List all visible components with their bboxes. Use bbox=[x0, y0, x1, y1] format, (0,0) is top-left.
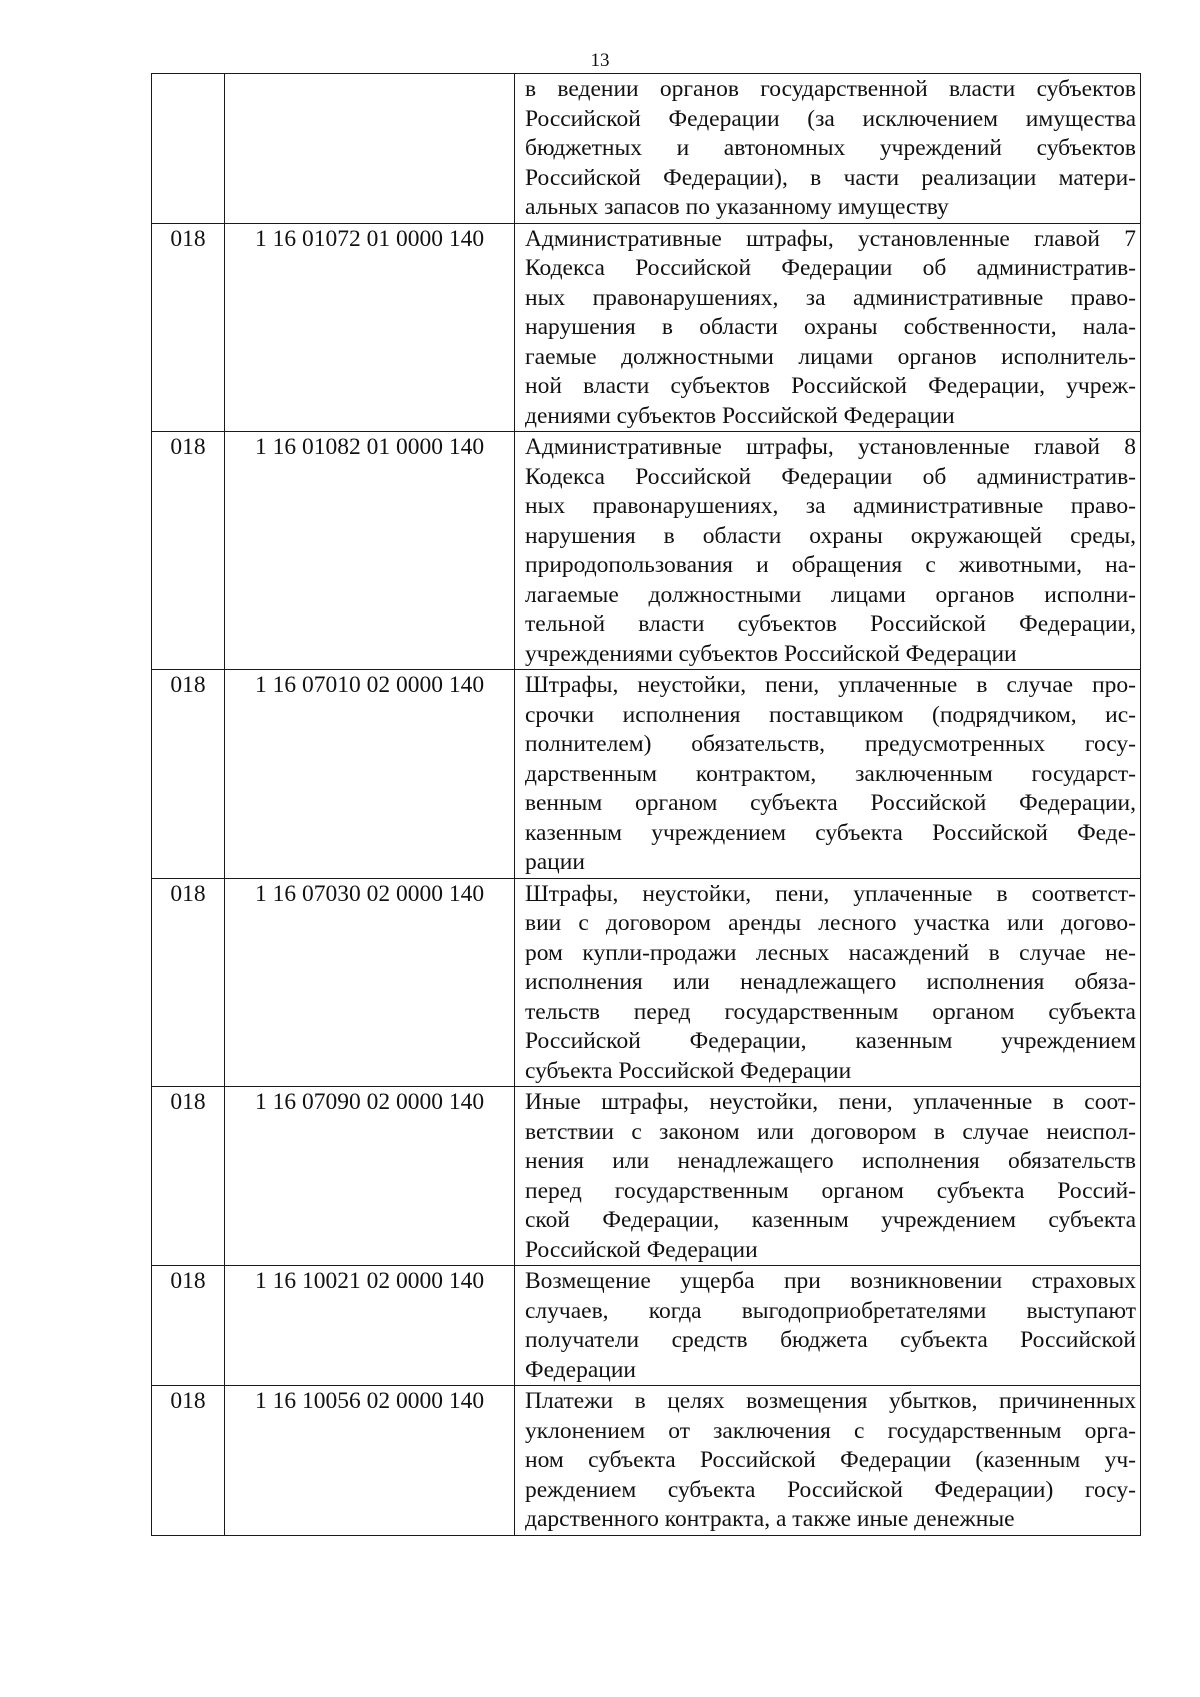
table-row bbox=[152, 223, 1141, 432]
revenue-name-line: уклонением от заключения с государственным орга- bbox=[525, 1417, 1136, 1444]
revenue-name-line: дарственного контракта, а также иные денежные bbox=[525, 1506, 1015, 1532]
administrator-code-cell: 018 bbox=[152, 670, 225, 879]
administrator-code-cell: 018 bbox=[152, 223, 225, 432]
revenue-name-line: ветствии с законом или договором в случае неиспол- bbox=[525, 1118, 1136, 1145]
table-row bbox=[152, 670, 1141, 879]
revenue-name-line: Российской Федерации bbox=[525, 1236, 758, 1263]
revenue-name-line: рации bbox=[525, 849, 585, 875]
classification-code-cell: 1 16 10021 02 0000 140 bbox=[225, 1266, 515, 1386]
classification-code-cell: 1 16 07030 02 0000 140 bbox=[225, 878, 515, 1087]
revenue-name-line: Российской Федерации, казенным учреждением bbox=[525, 1028, 1136, 1054]
revenue-name-line: дарственным контрактом, заключенным государст- bbox=[525, 760, 1136, 787]
classification-code-cell: 1 16 07010 02 0000 140 bbox=[225, 670, 515, 879]
revenue-name-line: Административные штрафы, установленные главой 8 bbox=[525, 434, 1136, 460]
revenue-name-line: ном субъекта Российской Федерации (казенным уч- bbox=[525, 1447, 1136, 1473]
classification-code-cell bbox=[225, 74, 515, 224]
revenue-name-line: нарушения в области охраны окружающей среды, bbox=[525, 522, 1136, 549]
classification-code-cell: 1 16 01072 01 0000 140 bbox=[225, 223, 515, 432]
revenue-name-line: венным органом субъекта Российской Федерации, bbox=[525, 790, 1136, 816]
revenue-name-line: тельной власти субъектов Российской Федерации, bbox=[525, 611, 1136, 637]
revenue-name-cell bbox=[515, 1266, 1141, 1386]
revenue-name-line: учреждениями субъектов Российской Федерации bbox=[525, 640, 1017, 667]
revenue-name-line: Штрафы, неустойки, пени, уплаченные в соответст- bbox=[525, 880, 1136, 907]
table-row bbox=[152, 1266, 1141, 1386]
revenue-name-line: ных правонарушениях, за административные право- bbox=[525, 493, 1136, 519]
revenue-name-line: Российской Федерации (за исключением имущества bbox=[525, 105, 1136, 132]
revenue-name-line: реждением субъекта Российской Федерации) госу- bbox=[525, 1476, 1136, 1503]
revenue-name-line: Кодекса Российской Федерации об административ- bbox=[525, 255, 1136, 281]
revenue-name-line: природопользования и обращения с животными, на- bbox=[525, 552, 1136, 578]
revenue-name-line: в ведении органов государственной власти субъектов bbox=[525, 76, 1136, 102]
revenue-name-line: срочки исполнения поставщиком (подрядчиком, ис- bbox=[525, 701, 1136, 728]
classification-code-cell: 1 16 07090 02 0000 140 bbox=[225, 1087, 515, 1266]
revenue-name-line: исполнения или ненадлежащего исполнения обяза- bbox=[525, 969, 1136, 995]
revenue-name-line: альных запасов по указанному имуществу bbox=[525, 194, 949, 220]
revenue-name-line: ской Федерации, казенным учреждением субъекта bbox=[525, 1207, 1136, 1233]
revenue-name-line: нения или ненадлежащего исполнения обязательств bbox=[525, 1148, 1136, 1174]
revenue-name-line: гаемые должностными лицами органов исполнитель- bbox=[525, 343, 1136, 370]
revenue-name-cell bbox=[515, 432, 1141, 670]
table-row bbox=[152, 74, 1141, 224]
table-row bbox=[152, 878, 1141, 1087]
table-body bbox=[152, 74, 1141, 1536]
administrator-code-cell: 018 bbox=[152, 1266, 225, 1386]
revenue-name-cell bbox=[515, 878, 1141, 1087]
revenue-name-line: дениями субъектов Российской Федерации bbox=[525, 402, 955, 429]
administrator-code-cell: 018 bbox=[152, 432, 225, 670]
revenue-name-line: Возмещение ущерба при возникновении страховых bbox=[525, 1268, 1136, 1294]
revenue-name-line: субъекта Российской Федерации bbox=[525, 1057, 852, 1084]
revenue-name-line: Административные штрафы, установленные главой 7 bbox=[525, 225, 1136, 252]
administrator-code-cell: 018 bbox=[152, 1386, 225, 1536]
revenue-name-line: Федерации bbox=[525, 1356, 636, 1383]
budget-classification-table bbox=[151, 73, 1141, 1536]
table-row bbox=[152, 1386, 1141, 1536]
revenue-name-line: полнителем) обязательств, предусмотренных госу- bbox=[525, 731, 1136, 757]
revenue-name-line: нарушения в области охраны собственности, нала- bbox=[525, 314, 1136, 340]
revenue-name-cell bbox=[515, 1087, 1141, 1266]
revenue-name-line: казенным учреждением субъекта Российской Феде- bbox=[525, 819, 1136, 846]
revenue-name-line: лагаемые должностными лицами органов исполни- bbox=[525, 581, 1136, 608]
revenue-name-cell bbox=[515, 1386, 1141, 1536]
revenue-name-cell bbox=[515, 223, 1141, 432]
revenue-name-line: случаев, когда выгодоприобретателями выступают bbox=[525, 1297, 1136, 1324]
table-row bbox=[152, 1087, 1141, 1266]
revenue-name-cell bbox=[515, 670, 1141, 879]
administrator-code-cell: 018 bbox=[152, 1087, 225, 1266]
revenue-name-cell bbox=[515, 74, 1141, 224]
revenue-name-line: Штрафы, неустойки, пени, уплаченные в случае про- bbox=[525, 672, 1136, 698]
revenue-name-line: Иные штрафы, неустойки, пени, уплаченные в соот- bbox=[525, 1089, 1136, 1115]
revenue-name-line: вии с договором аренды лесного участка или догово- bbox=[525, 910, 1136, 936]
revenue-name-line: ной власти субъектов Российской Федерации, учреж- bbox=[525, 373, 1136, 399]
table-row bbox=[152, 432, 1141, 670]
revenue-name-line: бюджетных и автономных учреждений субъектов bbox=[525, 135, 1136, 161]
administrator-code-cell bbox=[152, 74, 225, 224]
classification-code-cell: 1 16 10056 02 0000 140 bbox=[225, 1386, 515, 1536]
revenue-name-line: получатели средств бюджета субъекта Российской bbox=[525, 1327, 1136, 1353]
revenue-name-line: перед государственным органом субъекта Россий- bbox=[525, 1177, 1136, 1204]
revenue-name-line: ных правонарушениях, за административные право- bbox=[525, 284, 1136, 311]
revenue-name-line: Кодекса Российской Федерации об административ- bbox=[525, 463, 1136, 490]
revenue-name-line: тельств перед государственным органом субъекта bbox=[525, 998, 1136, 1025]
revenue-name-line: Платежи в целях возмещения убытков, причиненных bbox=[525, 1388, 1136, 1414]
classification-code-cell: 1 16 01082 01 0000 140 bbox=[225, 432, 515, 670]
administrator-code-cell: 018 bbox=[152, 878, 225, 1087]
page-number: 13 bbox=[590, 50, 610, 71]
revenue-name-line: ром купли-продажи лесных насаждений в случае не- bbox=[525, 939, 1136, 966]
revenue-name-line: Российской Федерации), в части реализации матери- bbox=[525, 164, 1136, 191]
